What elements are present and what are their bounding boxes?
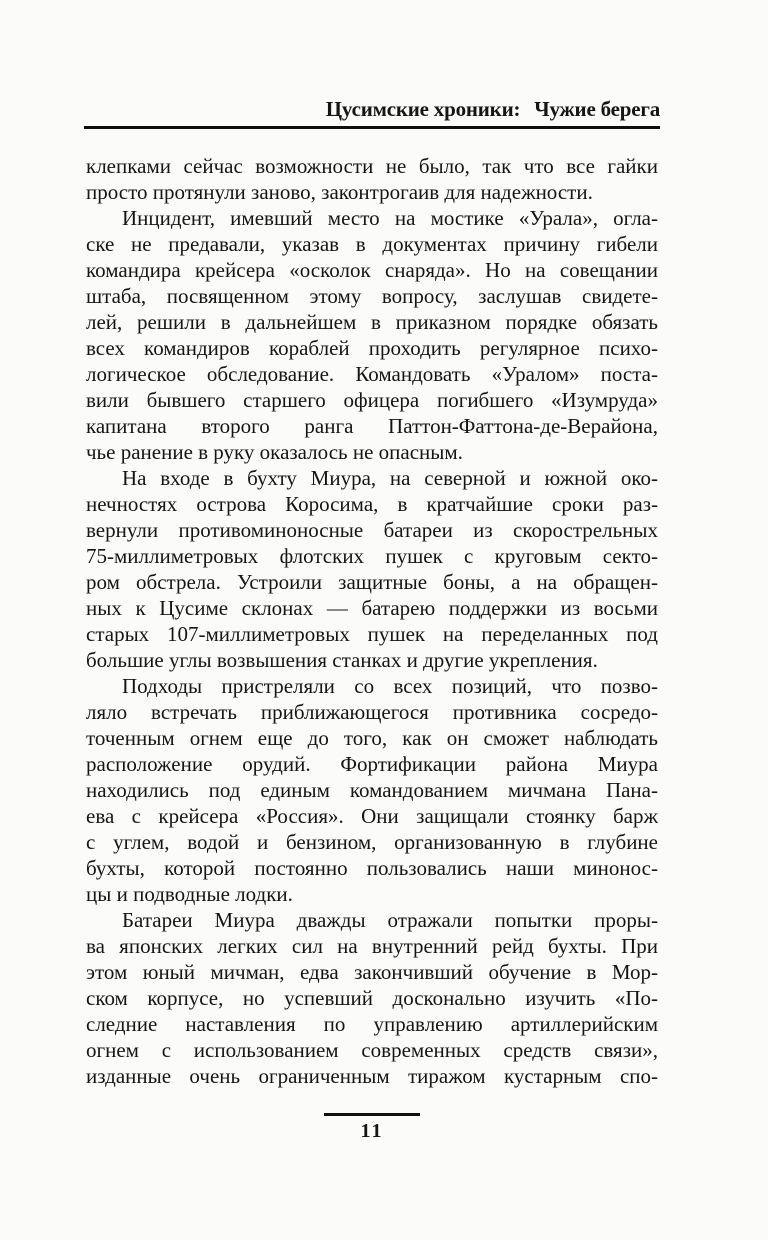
- text-line: нечностях острова Коросима, в кратчайшие сроки раз-: [86, 492, 658, 516]
- paragraph: [86, 465, 658, 673]
- paragraph: [86, 907, 658, 1089]
- text-line: командира крейсера «осколок снаряда». Но на совещании: [86, 258, 658, 282]
- text-line: находились под единым командованием мичмана Пана-: [86, 778, 658, 802]
- text-line: ске не предавали, указав в документах причину гибели: [86, 232, 658, 256]
- text-line: расположение орудий. Фортификации района Миура: [86, 752, 658, 776]
- text-line: ляло встречать приближающегося противника сосредо-: [86, 700, 658, 724]
- text-line: чье ранение в руку оказалось не опасным.: [86, 440, 463, 464]
- text-line: старых 107-миллиметровых пушек на переделанных под: [86, 622, 658, 646]
- text-line: Батареи Миура дважды отражали попытки проры-: [122, 908, 658, 932]
- text-line: ва японских легких сил на внутренний рейд бухты. При: [86, 934, 658, 958]
- text-line: капитана второго ранга Паттон-Фаттона-де-Верайона,: [86, 414, 658, 438]
- text-line: цы и подводные лодки.: [86, 882, 293, 906]
- text-line: просто протянули заново, законтрогаив для надежности.: [86, 180, 593, 204]
- text-line: логическое обследование. Командовать «Уралом» поста-: [86, 362, 658, 386]
- text-line: клепками сейчас возможности не было, так что все гайки: [86, 154, 658, 178]
- text-line: ском корпусе, но успевший досконально изучить «По-: [86, 986, 658, 1010]
- text-line: вили бывшего старшего офицера погибшего «Изумруда»: [86, 388, 658, 412]
- text-line: вернули противоминоносные батареи из скорострельных: [86, 518, 658, 542]
- text-line: огнем с использованием современных средств связи»,: [86, 1038, 658, 1062]
- text-line: 75-миллиметровых флотских пушек с круговым секто-: [86, 544, 658, 568]
- paragraph: [86, 153, 658, 205]
- paragraph: [86, 673, 658, 907]
- text-line: точенным огнем еще до того, как он сможет наблюдать: [86, 726, 658, 750]
- series-title: Цусимские хроники:: [325, 97, 521, 121]
- text-line: штаба, посвященном этому вопросу, заслушав свидете-: [86, 284, 658, 308]
- text-line: Инцидент, имевший место на мостике «Урала», огла-: [122, 206, 658, 230]
- page-number: 11: [360, 1120, 384, 1142]
- page-footer: [86, 1113, 658, 1143]
- text-line: ева с крейсера «Россия». Они защищали стоянку барж: [86, 804, 658, 828]
- text-line: бухты, которой постоянно пользовались наши минонос-: [86, 856, 658, 880]
- body-text: [86, 153, 658, 1089]
- text-line: изданные очень ограниченным тиражом кустарным спо-: [86, 1064, 658, 1088]
- text-line: ром обстрела. Устроили защитные боны, а на обращен-: [86, 570, 658, 594]
- text-line: с углем, водой и бензином, организованную в глубине: [86, 830, 658, 854]
- book-title: Чужие берега: [534, 97, 660, 121]
- text-line: всех командиров кораблей проходить регулярное психо-: [86, 336, 658, 360]
- text-line: Подходы пристреляли со всех позиций, что позво-: [122, 674, 658, 698]
- text-line: большие углы возвышения станках и другие укрепления.: [86, 648, 598, 672]
- paragraph: [86, 205, 658, 465]
- text-line: ных к Цусиме склонах — батарею поддержки из восьми: [86, 596, 658, 620]
- text-line: На входе в бухту Миура, на северной и южной око-: [122, 466, 658, 490]
- text-line: лей, решили в дальнейшем в приказном порядке обязать: [86, 310, 658, 334]
- running-header: [84, 98, 660, 129]
- text-line: следние наставления по управлению артиллерийским: [86, 1012, 658, 1036]
- footer-divider: [324, 1113, 420, 1116]
- text-line: этом юный мичман, едва закончивший обучение в Мор-: [86, 960, 658, 984]
